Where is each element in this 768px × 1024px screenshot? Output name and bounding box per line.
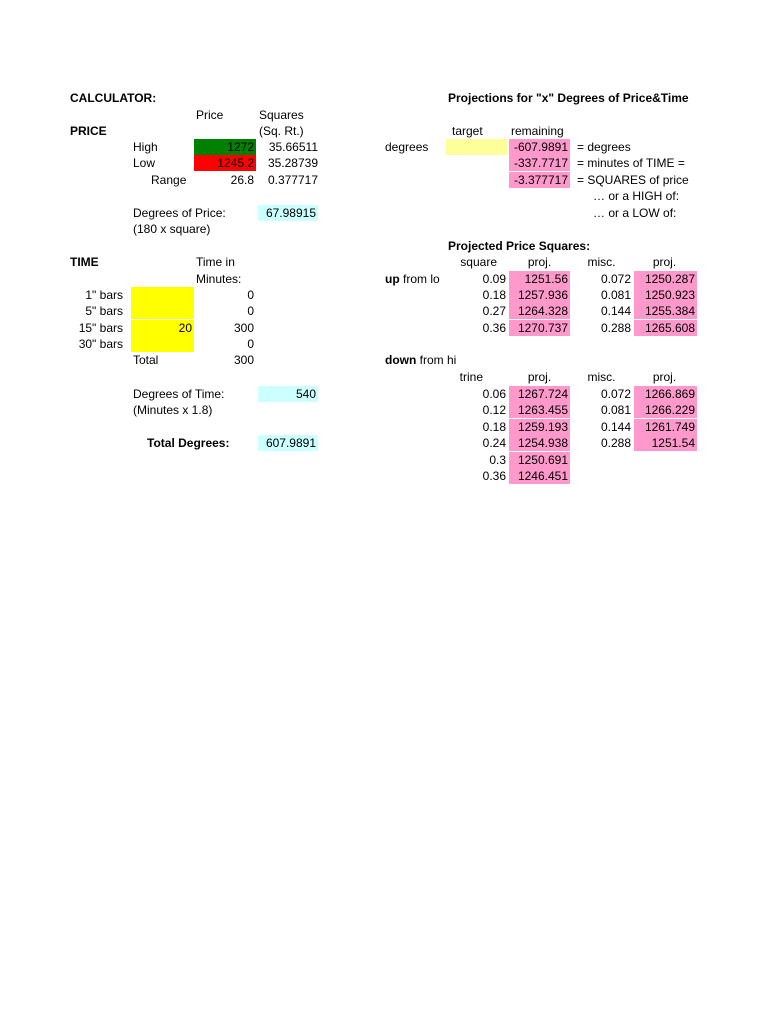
down-proj2-0: 1266.869 [634, 386, 697, 402]
up-misc-0: 0.072 [600, 272, 631, 286]
degrees-of-price-note: (180 x square) [133, 222, 211, 236]
from-hi-label: from hi [419, 353, 457, 367]
remaining-column-header: remaining [511, 124, 564, 138]
remaining-minutes-value: -337.7717 [509, 155, 570, 171]
down-proj-3: 1254.938 [509, 435, 570, 451]
bars-15-label: 15" bars [78, 321, 123, 335]
target-degrees-input[interactable] [446, 139, 507, 155]
minutes-header: Minutes: [196, 272, 242, 286]
down-misc-3: 0.288 [600, 436, 631, 450]
projected-squares-title: Projected Price Squares: [448, 239, 591, 253]
calculator-title: CALCULATOR: [70, 91, 157, 105]
degrees-of-time-note: (Minutes x 1.8) [133, 403, 213, 417]
time-in-header: Time in [196, 255, 235, 269]
square-column-header: square [460, 255, 497, 269]
up-proj-1: 1257.936 [509, 287, 570, 303]
high-label: High [133, 140, 158, 154]
down-from-hi-label [385, 352, 456, 368]
high-price-input[interactable]: 1272 [194, 139, 256, 155]
degrees-of-price-value: 67.98915 [258, 205, 318, 221]
degrees-of-time-value: 540 [258, 386, 318, 402]
bars-1-minutes: 0 [247, 288, 254, 302]
down-proj-0: 1267.724 [509, 386, 570, 402]
misc2-column-header: misc. [587, 370, 616, 384]
bars-1-input[interactable] [131, 287, 194, 303]
down-proj-1: 1263.455 [509, 402, 570, 418]
down-trine-3: 0.24 [482, 436, 506, 450]
down-misc-2: 0.144 [600, 420, 631, 434]
time-total-label: Total [133, 353, 159, 367]
down-proj2-3: 1251.54 [634, 435, 697, 451]
up-proj-0: 1251.56 [509, 271, 570, 287]
degrees-of-time-label: Degrees of Time: [133, 387, 225, 401]
proj-column-header: proj. [527, 255, 552, 269]
proj4-column-header: proj. [652, 370, 677, 384]
up-square-0: 0.09 [482, 272, 506, 286]
low-label: Low [133, 156, 156, 170]
from-lo-label: from lo [403, 272, 440, 286]
proj3-column-header: proj. [527, 370, 552, 384]
up-proj-3: 1270.737 [509, 320, 570, 336]
bars-30-minutes: 0 [247, 337, 254, 351]
sqrt-column-header: (Sq. Rt.) [259, 124, 304, 138]
remaining-degrees-value: -607.9891 [509, 139, 570, 155]
total-degrees-value: 607.9891 [258, 435, 318, 451]
bars-5-minutes: 0 [247, 304, 254, 318]
down-trine-5: 0.36 [482, 469, 506, 483]
or-high-of-label: … or a HIGH of: [593, 189, 680, 203]
bars-15-minutes: 300 [233, 321, 254, 335]
or-low-of-label: … or a LOW of: [593, 206, 677, 220]
total-degrees-label: Total Degrees: [147, 436, 230, 450]
up-proj-2: 1264.328 [509, 303, 570, 319]
squares-column-header: Squares [259, 108, 304, 122]
up-square-1: 0.18 [482, 288, 506, 302]
misc-column-header: misc. [587, 255, 616, 269]
low-square-value: 35.28739 [267, 156, 318, 170]
bars-30-label: 30" bars [78, 337, 123, 351]
bars-15-input[interactable]: 20 [131, 320, 194, 336]
down-trine-4: 0.3 [489, 453, 506, 467]
bars-5-label: 5" bars [85, 304, 123, 318]
up-square-2: 0.27 [482, 304, 506, 318]
price-column-header: Price [196, 108, 224, 122]
up-proj2-1: 1250.923 [634, 287, 697, 303]
down-proj2-2: 1261.749 [634, 419, 697, 435]
down-trine-1: 0.12 [482, 403, 506, 417]
up-proj2-2: 1255.384 [634, 303, 697, 319]
down-misc-1: 0.081 [600, 403, 631, 417]
bars-1-label: 1" bars [85, 288, 123, 302]
target-column-header: target [452, 124, 483, 138]
range-label: Range [151, 173, 187, 187]
up-misc-1: 0.081 [600, 288, 631, 302]
up-from-lo-label [385, 271, 440, 287]
up-square-3: 0.36 [482, 321, 506, 335]
range-square-value: 0.377717 [267, 173, 318, 187]
up-misc-2: 0.144 [600, 304, 631, 318]
remaining-minutes-desc: = minutes of TIME = [577, 156, 685, 170]
up-proj2-0: 1250.287 [634, 271, 697, 287]
bars-30-input[interactable] [131, 336, 194, 352]
down-misc-0: 0.072 [600, 387, 631, 401]
up-proj2-3: 1265.608 [634, 320, 697, 336]
up-label: up [385, 272, 400, 286]
down-trine-2: 0.18 [482, 420, 506, 434]
low-price-input[interactable]: 1245.2 [194, 155, 256, 171]
up-misc-3: 0.288 [600, 321, 631, 335]
price-section-label: PRICE [70, 124, 107, 138]
remaining-squares-value: -3.377717 [509, 172, 570, 188]
down-proj-5: 1246.451 [509, 468, 570, 484]
time-section-label: TIME [70, 255, 99, 269]
time-total-value: 300 [233, 353, 254, 367]
bars-5-input[interactable] [131, 303, 194, 319]
down-proj-4: 1250.691 [509, 452, 570, 468]
down-trine-0: 0.06 [482, 387, 506, 401]
high-square-value: 35.66511 [268, 140, 318, 154]
remaining-squares-desc: = SQUARES of price [577, 173, 689, 187]
down-proj-2: 1259.193 [509, 419, 570, 435]
projections-title: Projections for "x" Degrees of Price&Time [448, 91, 689, 105]
trine-column-header: trine [459, 370, 483, 384]
proj2-column-header: proj. [652, 255, 677, 269]
down-label: down [385, 353, 417, 367]
range-value: 26.8 [230, 173, 254, 187]
degrees-of-price-label: Degrees of Price: [133, 206, 226, 220]
degrees-label: degrees [385, 140, 429, 154]
remaining-degrees-desc: = degrees [577, 140, 631, 154]
down-proj2-1: 1266.229 [634, 402, 697, 418]
